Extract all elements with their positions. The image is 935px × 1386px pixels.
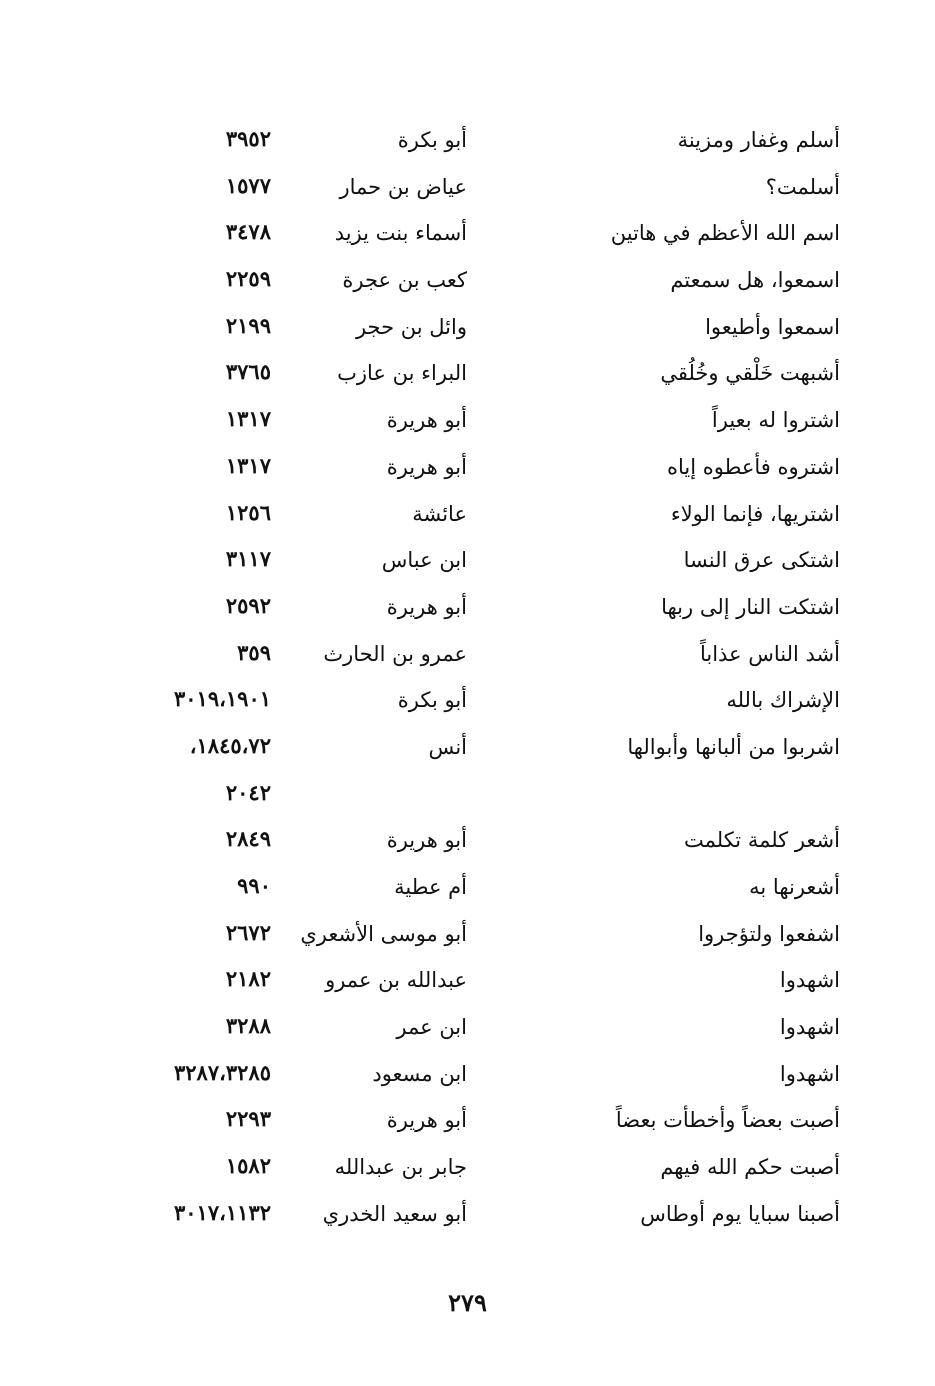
entry-narrator: أبو سعيد الخدري bbox=[322, 1201, 467, 1226]
index-entry bbox=[0, 262, 935, 309]
index-entry bbox=[0, 542, 935, 589]
index-entry bbox=[0, 962, 935, 1009]
index-entry-continuation bbox=[0, 776, 935, 823]
entry-refs: ٢٨٤٩ bbox=[225, 826, 271, 852]
entry-phrase: اشتكى عرق النسا bbox=[683, 548, 840, 573]
entry-phrase: اشربوا من ألبانها وأبوالها bbox=[627, 734, 840, 759]
entry-narrator: عائشة bbox=[412, 501, 467, 526]
entry-refs: ١٥٧٧ bbox=[225, 172, 271, 198]
entry-phrase: أصبنا سبايا يوم أوطاس bbox=[640, 1201, 840, 1226]
entry-phrase: أصبت بعضاً وأخطأت بعضاً bbox=[615, 1108, 840, 1133]
entry-narrator: كعب بن عجرة bbox=[342, 268, 467, 293]
index-entry bbox=[0, 682, 935, 729]
entry-refs: ٣٢٨٨ bbox=[225, 1013, 271, 1039]
entry-narrator: ابن عباس bbox=[381, 548, 467, 573]
index-entry bbox=[0, 355, 935, 402]
index-entries bbox=[0, 122, 935, 1243]
entry-refs: ١٨٤٥،٧٢، bbox=[189, 732, 271, 758]
entry-phrase: الإشراك بالله bbox=[726, 688, 840, 713]
entry-narrator: أبو بكرة bbox=[397, 128, 467, 152]
entry-refs: ٣٥٩ bbox=[237, 639, 271, 665]
index-entry bbox=[0, 636, 935, 683]
entry-refs: ٣٩٥٢ bbox=[225, 126, 271, 151]
index-entry bbox=[0, 729, 935, 776]
index-entry bbox=[0, 1196, 935, 1243]
entry-narrator: أبو هريرة bbox=[386, 828, 467, 853]
entry-phrase: اشتروه فأعطوه إياه bbox=[667, 454, 840, 479]
index-entry bbox=[0, 916, 935, 963]
entry-narrator: البراء بن عازب bbox=[337, 361, 467, 386]
entry-refs: ٢٥٩٢ bbox=[225, 592, 271, 618]
index-entry bbox=[0, 309, 935, 356]
entry-phrase: اسم الله الأعظم في هاتين bbox=[610, 221, 840, 246]
entry-phrase: اسمعوا، هل سمعتم bbox=[670, 268, 840, 293]
entry-narrator: عمرو بن الحارث bbox=[323, 641, 467, 666]
entry-phrase: اشتروا له بعيراً bbox=[711, 408, 840, 433]
entry-narrator: أبو هريرة bbox=[386, 1108, 467, 1133]
entry-refs: ٣٤٧٨ bbox=[225, 219, 271, 245]
entry-refs: ٢١٨٢ bbox=[225, 966, 271, 992]
entry-refs: ٢٦٧٢ bbox=[225, 919, 271, 945]
entry-phrase: أشعر كلمة تكلمت bbox=[683, 828, 840, 853]
index-entry bbox=[0, 822, 935, 869]
index-entry bbox=[0, 122, 935, 169]
entry-phrase: اشفعوا ولتؤجروا bbox=[698, 921, 840, 946]
entry-refs: ٣٠١٩،١٩٠١ bbox=[173, 686, 271, 712]
index-entry bbox=[0, 1009, 935, 1056]
index-entry bbox=[0, 1102, 935, 1149]
entry-narrator: أبو هريرة bbox=[386, 454, 467, 479]
entry-narrator: أنس bbox=[428, 734, 467, 759]
index-entry bbox=[0, 215, 935, 262]
entry-refs: ٢٠٤٢ bbox=[225, 779, 271, 805]
entry-narrator: وائل بن حجر bbox=[355, 314, 467, 339]
entry-phrase: اشهدوا bbox=[779, 968, 840, 993]
entry-refs: ٣١١٧ bbox=[225, 546, 271, 572]
index-entry bbox=[0, 496, 935, 543]
entry-narrator: أبو موسى الأشعري bbox=[300, 921, 467, 946]
index-entry bbox=[0, 589, 935, 636]
entry-phrase: أسلمت؟ bbox=[765, 174, 840, 199]
entry-phrase: اشهدوا bbox=[779, 1061, 840, 1086]
entry-narrator: ابن مسعود bbox=[372, 1061, 467, 1086]
index-entry bbox=[0, 1149, 935, 1196]
index-entry bbox=[0, 169, 935, 216]
entry-phrase: أشد الناس عذاباً bbox=[699, 641, 840, 666]
page-number: ٢٧٩ bbox=[448, 1288, 487, 1317]
entry-narrator: أبو هريرة bbox=[386, 594, 467, 619]
entry-phrase: اسمعوا وأطيعوا bbox=[705, 314, 840, 339]
entry-narrator: أسماء بنت يزيد bbox=[334, 221, 467, 246]
index-entry bbox=[0, 402, 935, 449]
entry-narrator: عبدالله بن عمرو bbox=[325, 968, 467, 993]
index-entry bbox=[0, 1056, 935, 1103]
entry-refs: ١٥٨٢ bbox=[225, 1153, 271, 1179]
entry-narrator: أم عطية bbox=[394, 875, 467, 899]
entry-refs: ١٢٥٦ bbox=[225, 499, 271, 525]
entry-narrator: جابر بن عبدالله bbox=[334, 1155, 467, 1180]
entry-refs: ٩٩٠ bbox=[237, 873, 271, 898]
entry-phrase: اشهدوا bbox=[779, 1015, 840, 1040]
entry-phrase: أشبهت خَلْقي وخُلُقي bbox=[660, 361, 840, 386]
entry-narrator: أبو هريرة bbox=[386, 408, 467, 433]
entry-phrase: أسلم وغفار ومزينة bbox=[677, 128, 840, 152]
entry-narrator: ابن عمر bbox=[396, 1015, 467, 1040]
entry-refs: ٢٢٥٩ bbox=[225, 266, 271, 292]
entry-refs: ١٣١٧ bbox=[225, 452, 271, 478]
entry-narrator: أبو بكرة bbox=[397, 688, 467, 713]
index-entry bbox=[0, 449, 935, 496]
entry-refs: ٢١٩٩ bbox=[225, 312, 271, 338]
entry-refs: ٣٢٨٧،٣٢٨٥ bbox=[173, 1059, 271, 1085]
entry-narrator: عياض بن حمار bbox=[339, 174, 467, 199]
entry-refs: ٢٢٩٣ bbox=[225, 1106, 271, 1132]
entry-refs: ٣٠١٧،١١٣٢ bbox=[173, 1199, 271, 1225]
entry-phrase: أصبت حكم الله فيهم bbox=[660, 1155, 840, 1180]
entry-phrase: اشتكت النار إلى ربها bbox=[661, 594, 840, 619]
entry-refs: ٣٧٦٥ bbox=[225, 359, 271, 385]
index-entry bbox=[0, 869, 935, 916]
entry-refs: ١٣١٧ bbox=[225, 406, 271, 432]
entry-phrase: أشعرنها به bbox=[749, 875, 840, 899]
entry-phrase: اشتريها، فإنما الولاء bbox=[670, 501, 840, 526]
